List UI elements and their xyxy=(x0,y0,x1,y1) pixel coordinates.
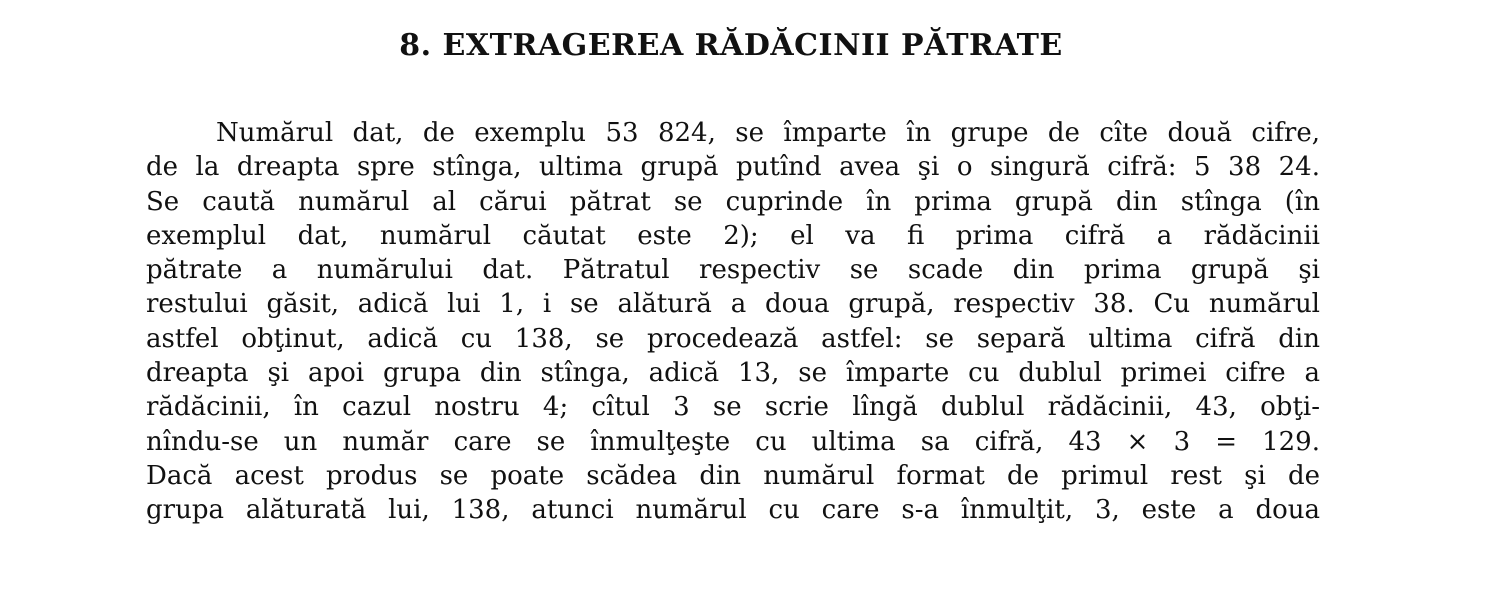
text-line: dreapta şi apoi grupa din stînga, adică 13, se împarte cu dublul primei cifre a xyxy=(146,358,1320,389)
text-line: grupa alăturată lui, 138, atunci numărul cu care s-a înmulţit, 3, este a doua xyxy=(146,495,1320,526)
text-line: restului găsit, adică lui 1, i se alătură a doua grupă, respectiv 38. Cu numărul xyxy=(146,289,1320,320)
paragraph xyxy=(146,116,1320,528)
text-line: astfel obţinut, adică cu 138, se procedează astfel: se separă ultima cifră din xyxy=(146,323,1320,354)
text-line: de la dreapta spre stînga, ultima grupă putînd avea şi o singură cifră: 5 38 24. xyxy=(146,152,1320,183)
text-line: pătrate a numărului dat. Pătratul respectiv se scade din prima grupă şi xyxy=(146,255,1320,286)
text-line: Dacă acest produs se poate scădea din numărul format de primul rest şi de xyxy=(146,460,1320,491)
text-line: rădăcinii, în cazul nostru 4; cîtul 3 se scrie lîngă dublul rădăcinii, 43, obţi- xyxy=(146,392,1320,423)
section-title: 8. EXTRAGEREA RĂDĂCINII PĂTRATE xyxy=(399,28,1063,63)
text-line: Se caută numărul al cărui pătrat se cuprinde în prima grupă din stînga (în xyxy=(146,186,1320,217)
text-line: nîndu-se un număr care se înmulţeşte cu ultima sa cifră, 43 × 3 = 129. xyxy=(146,426,1320,457)
text-line: Numărul dat, de exemplu 53 824, se împarte în grupe de cîte două cifre, xyxy=(216,118,1320,148)
text-line: exemplul dat, numărul căutat este 2); el va fi prima cifră a rădăcinii xyxy=(146,220,1320,251)
